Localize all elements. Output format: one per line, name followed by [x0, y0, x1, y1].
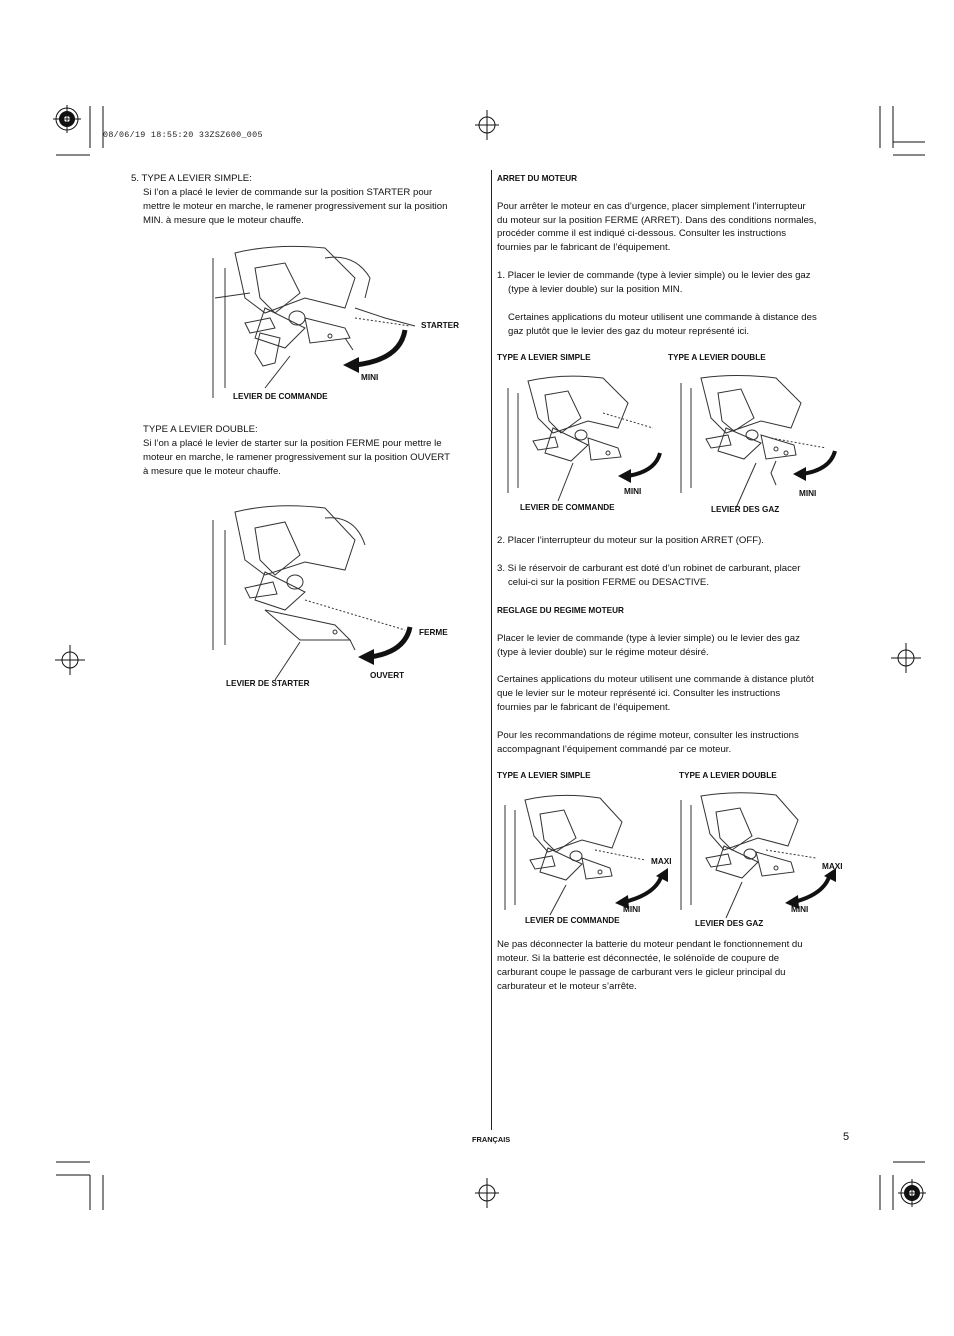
label-mini: MINI — [624, 487, 642, 496]
paragraph-line: du moteur sur la position FERME (ARRET). Dans des conditions normales, — [497, 215, 817, 226]
paragraph-line: (type à levier double) sur la position MIN. — [508, 284, 683, 295]
fig4-double-title: TYPE A LEVIER DOUBLE — [679, 771, 777, 780]
paragraph-line: Si l’on a placé le levier de commande sur la position STARTER pour — [143, 187, 433, 198]
label-levier-des-gaz: LEVIER DES GAZ — [711, 505, 780, 514]
label-levier-des-gaz: LEVIER DES GAZ — [695, 919, 764, 928]
paragraph-line: (type à levier double) sur le régime moteur désiré. — [497, 647, 709, 658]
paragraph-line: Placer le levier de commande (type à levier simple) ou le levier des gaz — [497, 633, 800, 644]
paragraph-line: moteur. Si la batterie est déconnectée, le solénoïde de coupure de — [497, 953, 780, 964]
paragraph-line: accompagnant l’équipement commandé par ce moteur. — [497, 744, 732, 755]
speed-range-arrow-icon — [612, 866, 672, 916]
label-maxi: MAXI — [822, 862, 843, 871]
section-title-regime: REGLAGE DU REGIME MOTEUR — [497, 606, 624, 615]
step-2: 2. Placer l’interrupteur du moteur sur la position ARRET (OFF). — [497, 535, 764, 546]
paragraph-line: fournies par le fabricant de l’équipement. — [497, 242, 671, 253]
paragraph-line: Ne pas déconnecter la batterie du moteur pendant le fonctionnement du — [497, 939, 803, 950]
starburst-target-icon — [898, 1179, 926, 1207]
label-levier-de-commande: LEVIER DE COMMANDE — [233, 392, 328, 401]
paragraph-line: Certaines applications du moteur utilisent une commande à distance plutôt — [497, 674, 814, 685]
starburst-target-icon — [53, 105, 81, 133]
label-levier-de-commande: LEVIER DE COMMANDE — [525, 916, 620, 925]
min-arrow-icon — [615, 450, 665, 490]
paragraph-line: Certaines applications du moteur utilisent une commande à distance des — [508, 312, 817, 323]
paragraph-line: carburant coupe le passage de carburant vers le gicleur principal du — [497, 967, 786, 978]
label-mini: MINI — [361, 373, 379, 382]
fig3-double-title: TYPE A LEVIER DOUBLE — [668, 353, 766, 362]
paragraph-line: celui-ci sur la position FERME ou DESACTIVE. — [508, 577, 710, 588]
label-maxi: MAXI — [651, 857, 672, 866]
label-levier-de-starter: LEVIER DE STARTER — [226, 679, 310, 688]
section-double-title: TYPE A LEVIER DOUBLE: — [143, 424, 258, 435]
paragraph-line: moteur en marche, le ramener progressivement sur la position OUVERT — [143, 452, 450, 463]
min-arrow-icon — [790, 448, 840, 488]
paragraph-line: procéder comme il est indiqué ci-dessous. Consulter les instructions — [497, 228, 787, 239]
page-number: 5 — [843, 1131, 850, 1143]
fig3-simple-title: TYPE A LEVIER SIMPLE — [497, 353, 591, 362]
label-mini: MINI — [791, 905, 809, 914]
label-mini: MINI — [623, 905, 641, 914]
paragraph-line: MIN. à mesure que le moteur chauffe. — [143, 215, 304, 226]
paragraph-line: Pour les recommandations de régime moteur, consulter les instructions — [497, 730, 799, 741]
label-mini: MINI — [799, 489, 817, 498]
print-stamp: 08/06/19 18:55:20 33ZSZ600_005 — [103, 130, 263, 140]
paragraph-line: à mesure que le moteur chauffe. — [143, 466, 281, 477]
paragraph-line: gaz plutôt que le levier des gaz du moteur représenté ici. — [508, 326, 750, 337]
step-1: 1. Placer le levier de commande (type à levier simple) ou le levier des gaz — [497, 270, 811, 281]
label-ferme: FERME — [419, 628, 448, 637]
paragraph-line: mettre le moteur en marche, le ramener progressivement sur la position — [143, 201, 448, 212]
step-3: 3. Si le réservoir de carburant est doté d’un robinet de carburant, placer — [497, 563, 801, 574]
section-5-title: 5. TYPE A LEVIER SIMPLE: — [131, 173, 252, 184]
label-starter: STARTER — [421, 321, 460, 330]
label-ouvert: OUVERT — [370, 671, 405, 680]
paragraph-line: carburateur et le moteur s’arrête. — [497, 981, 637, 992]
footer-language: FRANÇAIS — [472, 1135, 511, 1144]
fig4-simple-title: TYPE A LEVIER SIMPLE — [497, 771, 591, 780]
section-title-arret: ARRET DU MOTEUR — [497, 174, 578, 183]
column-divider — [491, 170, 492, 1130]
label-levier-de-commande: LEVIER DE COMMANDE — [520, 503, 615, 512]
paragraph-line: Si l’on a placé le levier de starter sur la position FERME pour mettre le — [143, 438, 442, 449]
paragraph-line: Pour arrêter le moteur en cas d’urgence, placer simplement l’interrupteur — [497, 201, 806, 212]
paragraph-line: fournies par le fabricant de l’équipement. — [497, 702, 671, 713]
paragraph-line: que le levier sur le moteur représenté ici. Consulter les instructions — [497, 688, 781, 699]
